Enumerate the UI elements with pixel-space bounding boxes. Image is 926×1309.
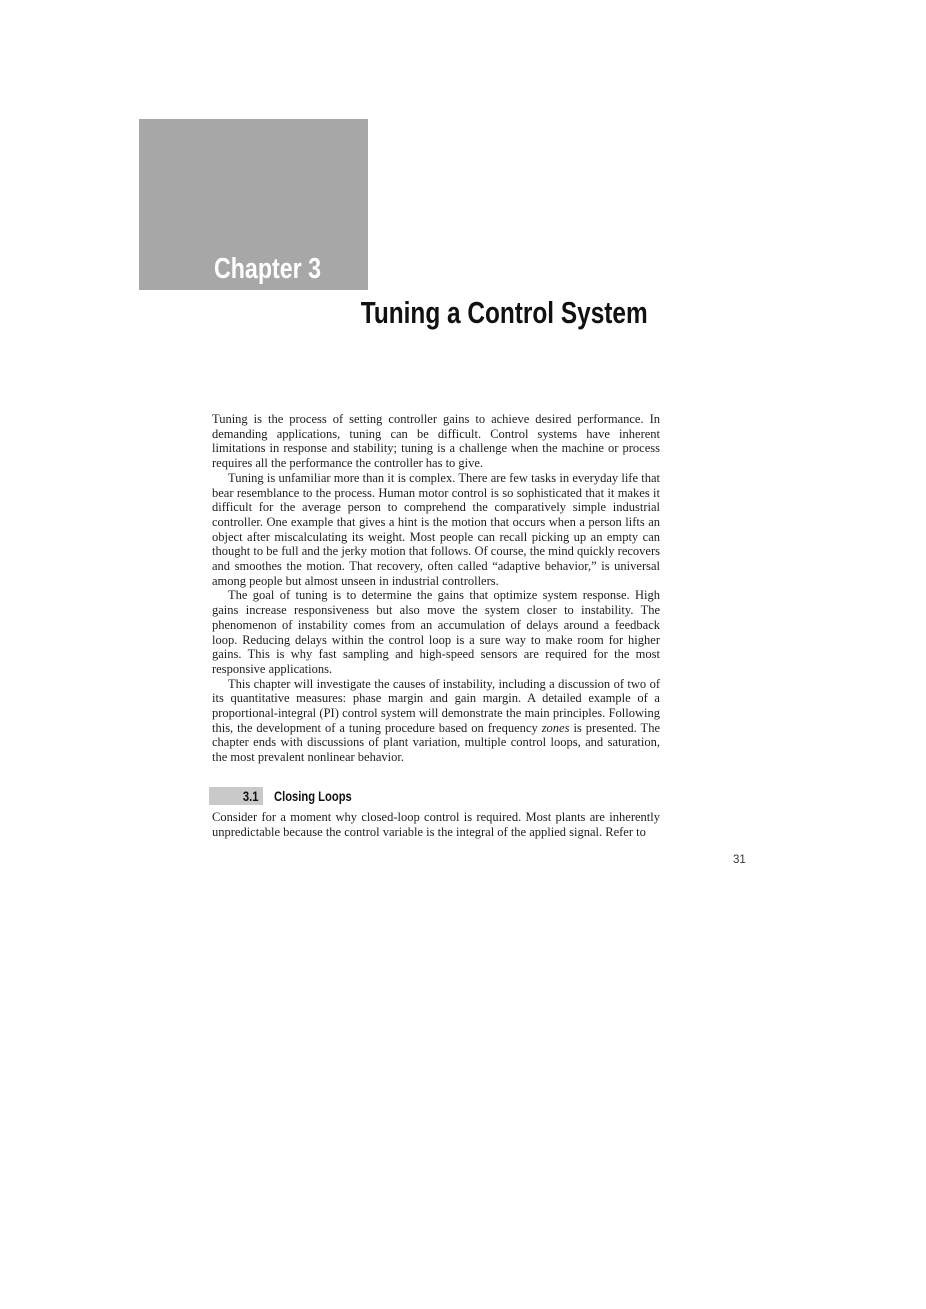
- intro-paragraph-4-post: is presented. The chapter ends with discussions of plant variation, multiple control loops, and saturation, the most prevalent nonlinear behavior.: [212, 720, 660, 765]
- section-title: Closing Loops: [274, 788, 352, 804]
- section-number: 3.1: [242, 788, 258, 804]
- chapter-banner: [139, 119, 368, 290]
- intro-paragraph-3: The goal of tuning is to determine the gains that optimize system response. High gains increase responsiveness but also move the system closer to instability. The phenomenon of instability comes from an accumulation of delays around a feedback loop. Reducing delays within the control loop is a sure way to make room for higher gains. This is why fast sampling and high-speed sensors are required for the most responsive applications.: [212, 588, 660, 676]
- section-number-box: [209, 787, 263, 805]
- intro-paragraph-4-pre: This chapter will investigate the causes of instability, including a discussion of two of its quantitative measures: phase margin and gain margin. A detailed example of a proportional-integral (PI) control system will demonstrate the main principles. Following this, the development of a tuning procedure based on frequency: [212, 676, 660, 735]
- section-heading: [209, 787, 371, 805]
- intro-text: [212, 412, 660, 765]
- chapter-title: Tuning a Control System: [361, 296, 648, 330]
- intro-paragraph-4-italic-word: zones: [541, 720, 570, 735]
- intro-paragraph-4: [212, 677, 660, 765]
- page-number: 31: [733, 854, 746, 866]
- intro-paragraph-2: Tuning is unfamiliar more than it is complex. There are few tasks in everyday life that bear resemblance to the process. Human motor control is so sophisticated that it makes it difficult for the average person to comprehend the comparatively simple industrial controller. One example that gives a hint is the motion that occurs when a person lifts an object after miscalculating its weight. Most people can recall picking up an empty can thought to be full and the jerky motion that follows. Of course, the mind quickly recovers and smoothes the motion. That recovery, often called “adaptive behavior,” is universal among people but almost unseen in industrial controllers.: [212, 470, 660, 588]
- section-text: [212, 810, 660, 839]
- chapter-label: Chapter 3: [214, 253, 322, 285]
- section-paragraph-1: Consider for a moment why closed-loop control is required. Most plants are inherently unpredictable because the control variable is the integral of the applied signal. Refer to: [212, 810, 660, 839]
- intro-paragraph-1: Tuning is the process of setting controller gains to achieve desired performance. In demanding applications, tuning can be difficult. Control systems have inherent limitations in response and stability; tuning is a challenge when the machine or process requires all the performance the controller has to give.: [212, 412, 660, 471]
